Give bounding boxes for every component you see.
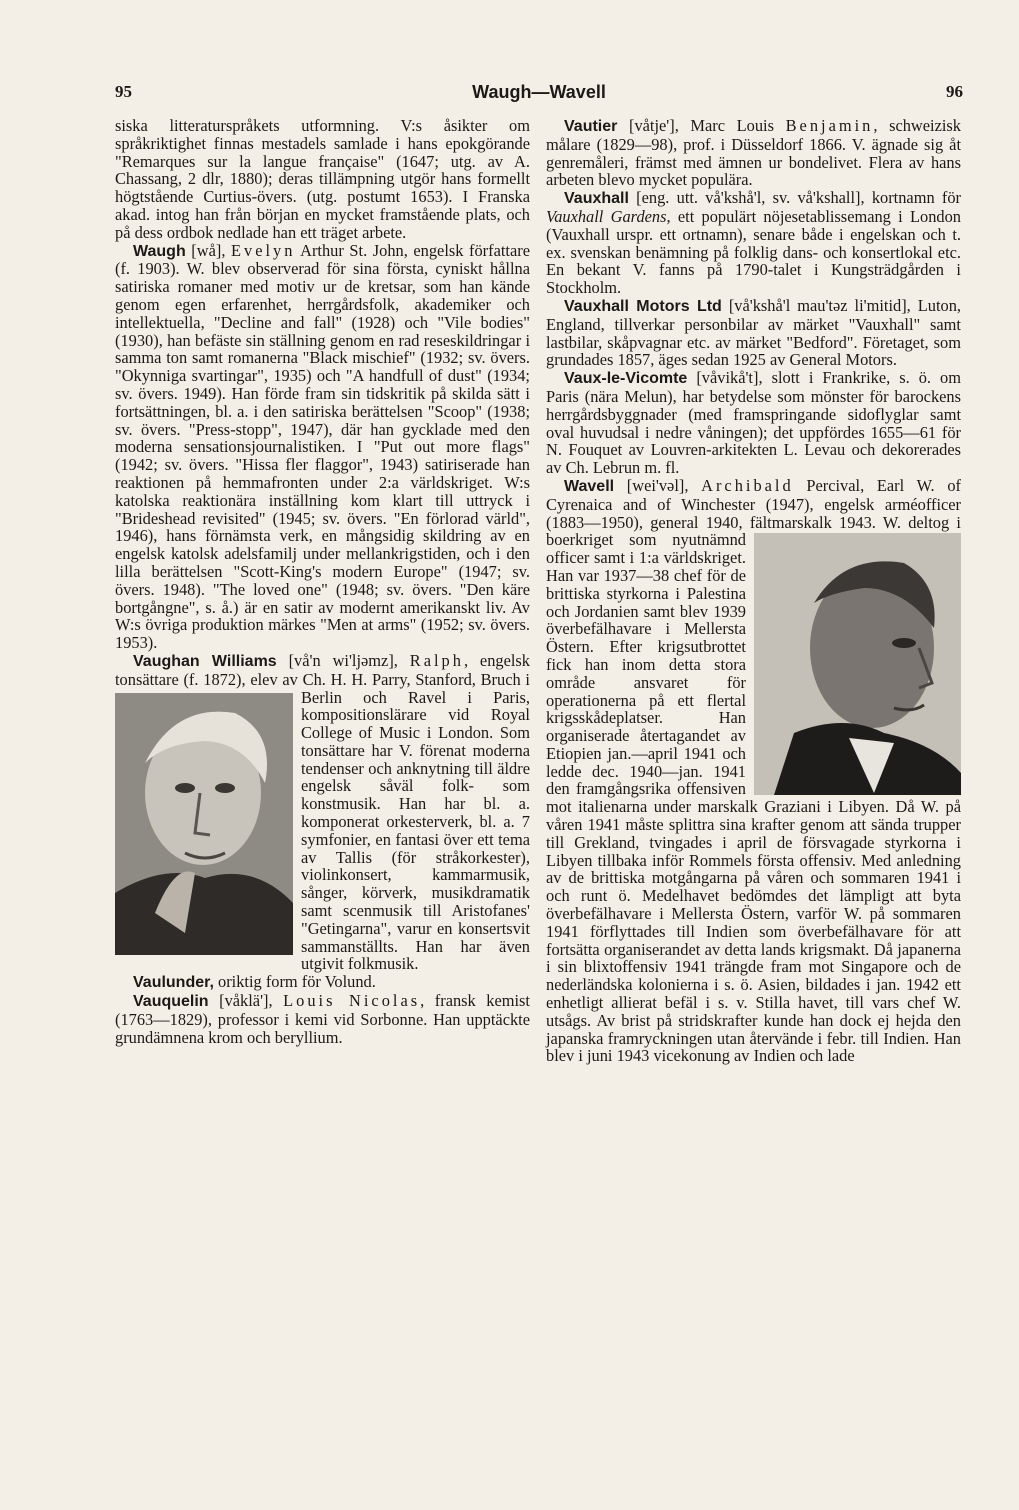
- body-vauxhall-2: , ett populärt nöjesetablissemang i London (Vauxhall urspr. ett ortnamn), senare både i engelskan och t. ex. svenskan benämning på folklig dans- och konsertlokal etc. En bekant V. fanns på 1790-talet i Kungsträdgården i Stockholm.: [546, 206, 961, 298]
- entry-waugh: [115, 242, 530, 652]
- entry-vauxhall-motors: [546, 297, 961, 369]
- given-name-waugh: Evelyn: [231, 240, 296, 260]
- given-name-vaughan-williams: Ralph: [409, 650, 464, 670]
- entry-vaughan-williams: [115, 652, 530, 973]
- entry-vautier: [546, 117, 961, 189]
- body-vautier: , schweizisk målare (1829—98), prof. i Düsseldorf 1866. V. ägnade sig åt genremåleri, främst med ämnen ur bondelivet. Flera av hans arbeten blevo mycket populära.: [546, 116, 961, 190]
- headword-wavell: Wavell: [564, 477, 615, 495]
- given-name-wavell: Archibald: [701, 475, 794, 495]
- portrait-photo-vaughan-williams: [115, 693, 293, 955]
- given-name-vautier: Benjamin: [785, 116, 874, 135]
- headword-vauxhall-motors: Vauxhall Motors Ltd: [564, 297, 722, 315]
- page-number-left: 95: [115, 82, 132, 101]
- pronunciation-waugh: [wå],: [185, 240, 232, 260]
- entry-vauxhall: [546, 189, 961, 297]
- body-vauxhall-motors: [vå'kshå'l mau'təz li'mitid], Luton, England, tillverkar personbilar av märket "Vauxhall" samt lastbilar, skåpvagnar etc. av märket "Bedford". Företaget, som grundades 1857, äges sedan 1925 av General Motors.: [546, 295, 962, 370]
- headword-vauxhall: Vauxhall: [564, 190, 629, 208]
- headword-waugh: Waugh: [133, 242, 186, 260]
- entry-vauquelin: [115, 992, 530, 1046]
- body-wavell-2: deltog i boerkriget som nyutnämnd officer samt i 1:a världskriget. Han var 1937—38 chef för de brittiska styrkorna i Palestina och Jordanien samt blev 1939 överbefälhavare i Mellersta Östern. Efter krigsutbrottet fick han inom detta stora område ansvaret för operationerna på ett flertal krigsskådeplatser. Han organiserade återtagandet av Etiopien jan.—april 1941 och ledde dec. 1940—jan. 1941 den framgångsrika offensiven mot italienarna under marskalk Graziani i Libyen. Då W. på våren 1941 måste splittra sina krafter genom att sända trupper till Grekland, tvingades i april de försvagade styrkorna i Libyen tillbaka inför Rommels första offensiv. Med anledning av de brittiska motgångarna på våren och sommaren 1941 i och runt ö. Medelhavet bedömdes det lämpligt att byta överbefälhavare i Mellersta Östern, varför W. på sommaren 1941 förflyttades till Indien som överbefälhavare för att fortsätta organiserandet av detta lands krigsmakt. Då japanerna i sin blixtoffensiv 1941 trängde fram mot Singapore och de nederländska kolonierna i s. ö. Asien, bildades i jan. 1942 ett enhetligt allierat befäl i s. v. Stilla havet, till vars chef W. utsågs. Av brist på stridskrafter kunde han dock ej hejda den japanska framryckningen utan återvände i febr. till Indien. Han blev i juni 1943 vicekonung av Indien och lade: [546, 512, 961, 1066]
- headword-vautier: Vautier: [564, 118, 618, 135]
- body-waugh: Arthur St. John, engelsk författare (f. 1903). W. blev observerad för sina första, cyniskt hållna satiriska romaner med motiv ur de kretsar, som han kände genom egen erfarenhet, herrgårdsfolk, akademiker och intellektuella, "Decline and fall" (1928) och "Vile bodies" (1930), han befäste sin ställning genom en rad reseskildringar i samma ton samt romanerna "Black mischief" (1932; sv. övers. "Okynniga svartingar", 1935) och "A handfull of dust" (1934; sv. övers. 1949). Han förde fram sin tidskritik på skilda sätt i fortsättningen, bl. a. i den satiriska berättelsen "Scoop" (1938; sv. övers. "Press-stopp", 1947), där han gycklade med den moderna sensationsjournalistiken. I "Put out more flags" (1942; sv. övers. "Hissa fler flaggor", 1943) satiriserade han reaktionen på hemmafronten under 2:a världskriget. W:s katolska reaktionära inställning kom klart till uttryck i "Brideshead revisited" (1945; sv. övers. "En förlorad värld", 1946), hans förnämsta verk, en mångsidig skildring av en engelsk katolsk adelsfamilj under mellankrigstiden, och i den lilla berättelsen "Scott-King's modern Europe" (1947; sv. övers. 1948). "The loved one" (1948; sv. övers. "Den käre bortgångne", s. å.) är en satir av modernt amerikanskt liv. Av W:s övriga produktion märkes "Men at arms" (1952; sv. övers. 1953).: [115, 240, 530, 653]
- body-vaughan-williams-1: , engelsk tonsättare (f. 1872), elev av Ch. H. H. Parry, Stanford, Bruch i Berlin och Ravel i Paris,: [115, 650, 531, 707]
- given-name-vauquelin: Louis Nicolas: [283, 991, 421, 1011]
- left-column: [115, 117, 530, 1046]
- portrait-photo-wavell: [754, 533, 961, 795]
- right-column: [546, 117, 961, 1065]
- body-vauquelin: , fransk kemist (1763—1829), professor i kemi vid Sorbonne. Han upptäckte grundämnena krom och beryllium.: [115, 991, 530, 1047]
- entry-vaulunder: [115, 973, 530, 992]
- entry-vaux-le-vicomte: [546, 369, 961, 477]
- body-vaughan-williams-2: kompositionslärare vid Royal College of Music i London. Som tonsättare har V. förenat moderna tendenser och anknytning till äldre engelsk såväl folk- som konstmusik. Han har bl. a. komponerat orkesterverk, bl. a. 7 symfonier, en fantasi över ett tema av Tallis (för stråkorkester), violinkonsert, kammarmusik, sånger, körverk, musikdramatik samt scenmusik till Aristofanes' "Getingarna", varur en konsertsvit sammanställts. Han har även utgivit folkmusik.: [301, 705, 530, 974]
- italic-vauxhall-gardens: Vauxhall Gardens: [546, 206, 667, 226]
- entry-wavell: [546, 477, 961, 1065]
- body-vaux-le-vicomte: [våvikå't], slott i Frankrike, s. ö. om Paris (nära Melun), har betydelse som mönster för barockens herrgårdsbyggnader (med framspringande sidoflyglar samt oval huvudsal i nedre våningen); det uppfördes 1655—61 för N. Fouquet av Louvren-arkitekten L. Levau och dekorerades av Ch. Lebrun m. fl.: [546, 368, 961, 478]
- headword-vaux-le-vicomte: Vaux-le-Vicomte: [564, 370, 688, 388]
- body-vauxhall-1: [eng. utt. vå'kshå'l, sv. vå'kshall], kortnamn för: [628, 188, 961, 208]
- headword-vauquelin: Vauquelin: [133, 993, 209, 1011]
- page-number-right: 96: [946, 82, 963, 101]
- pronunciation-vautier: [våtje'], Marc Louis: [617, 116, 786, 135]
- paragraph-continuation: siska litteraturspråkets utformning. V:s åsikter om språkriktighet finnas mestadels samlade i hans epokgörande "Remarques sur la langue française" (1647; utg. av A. Chassang, 2 dlr, 1880); deras tillämpning utgör hans formellt högtstående Curtius-övers. (utg. postumt 1653). I Franska akad. intog han från början en mycket framstående plats, och på dess ordbok nedlade han ett träget arbete.: [115, 116, 530, 242]
- pronunciation-wavell: [wei'vəl],: [614, 475, 702, 495]
- running-header: [115, 82, 963, 106]
- headword-vaulunder: Vaulunder,: [133, 974, 214, 992]
- pronunciation-vaughan-williams: [vå'n wi'ljəmz],: [276, 650, 410, 670]
- body-wavell-1: Percival, Earl W. of Cyrenaica and of Winchester (1947), engelsk arméofficer (1883—1950), general 1940, fältmarskalk 1943. W.: [546, 475, 961, 532]
- body-vaulunder: oriktig form för Volund.: [213, 972, 376, 992]
- headword-vaughan-williams: Vaughan Williams: [133, 652, 277, 670]
- pronunciation-vauquelin: [våklä'],: [208, 991, 284, 1011]
- running-title: Waugh—Wavell: [472, 82, 606, 102]
